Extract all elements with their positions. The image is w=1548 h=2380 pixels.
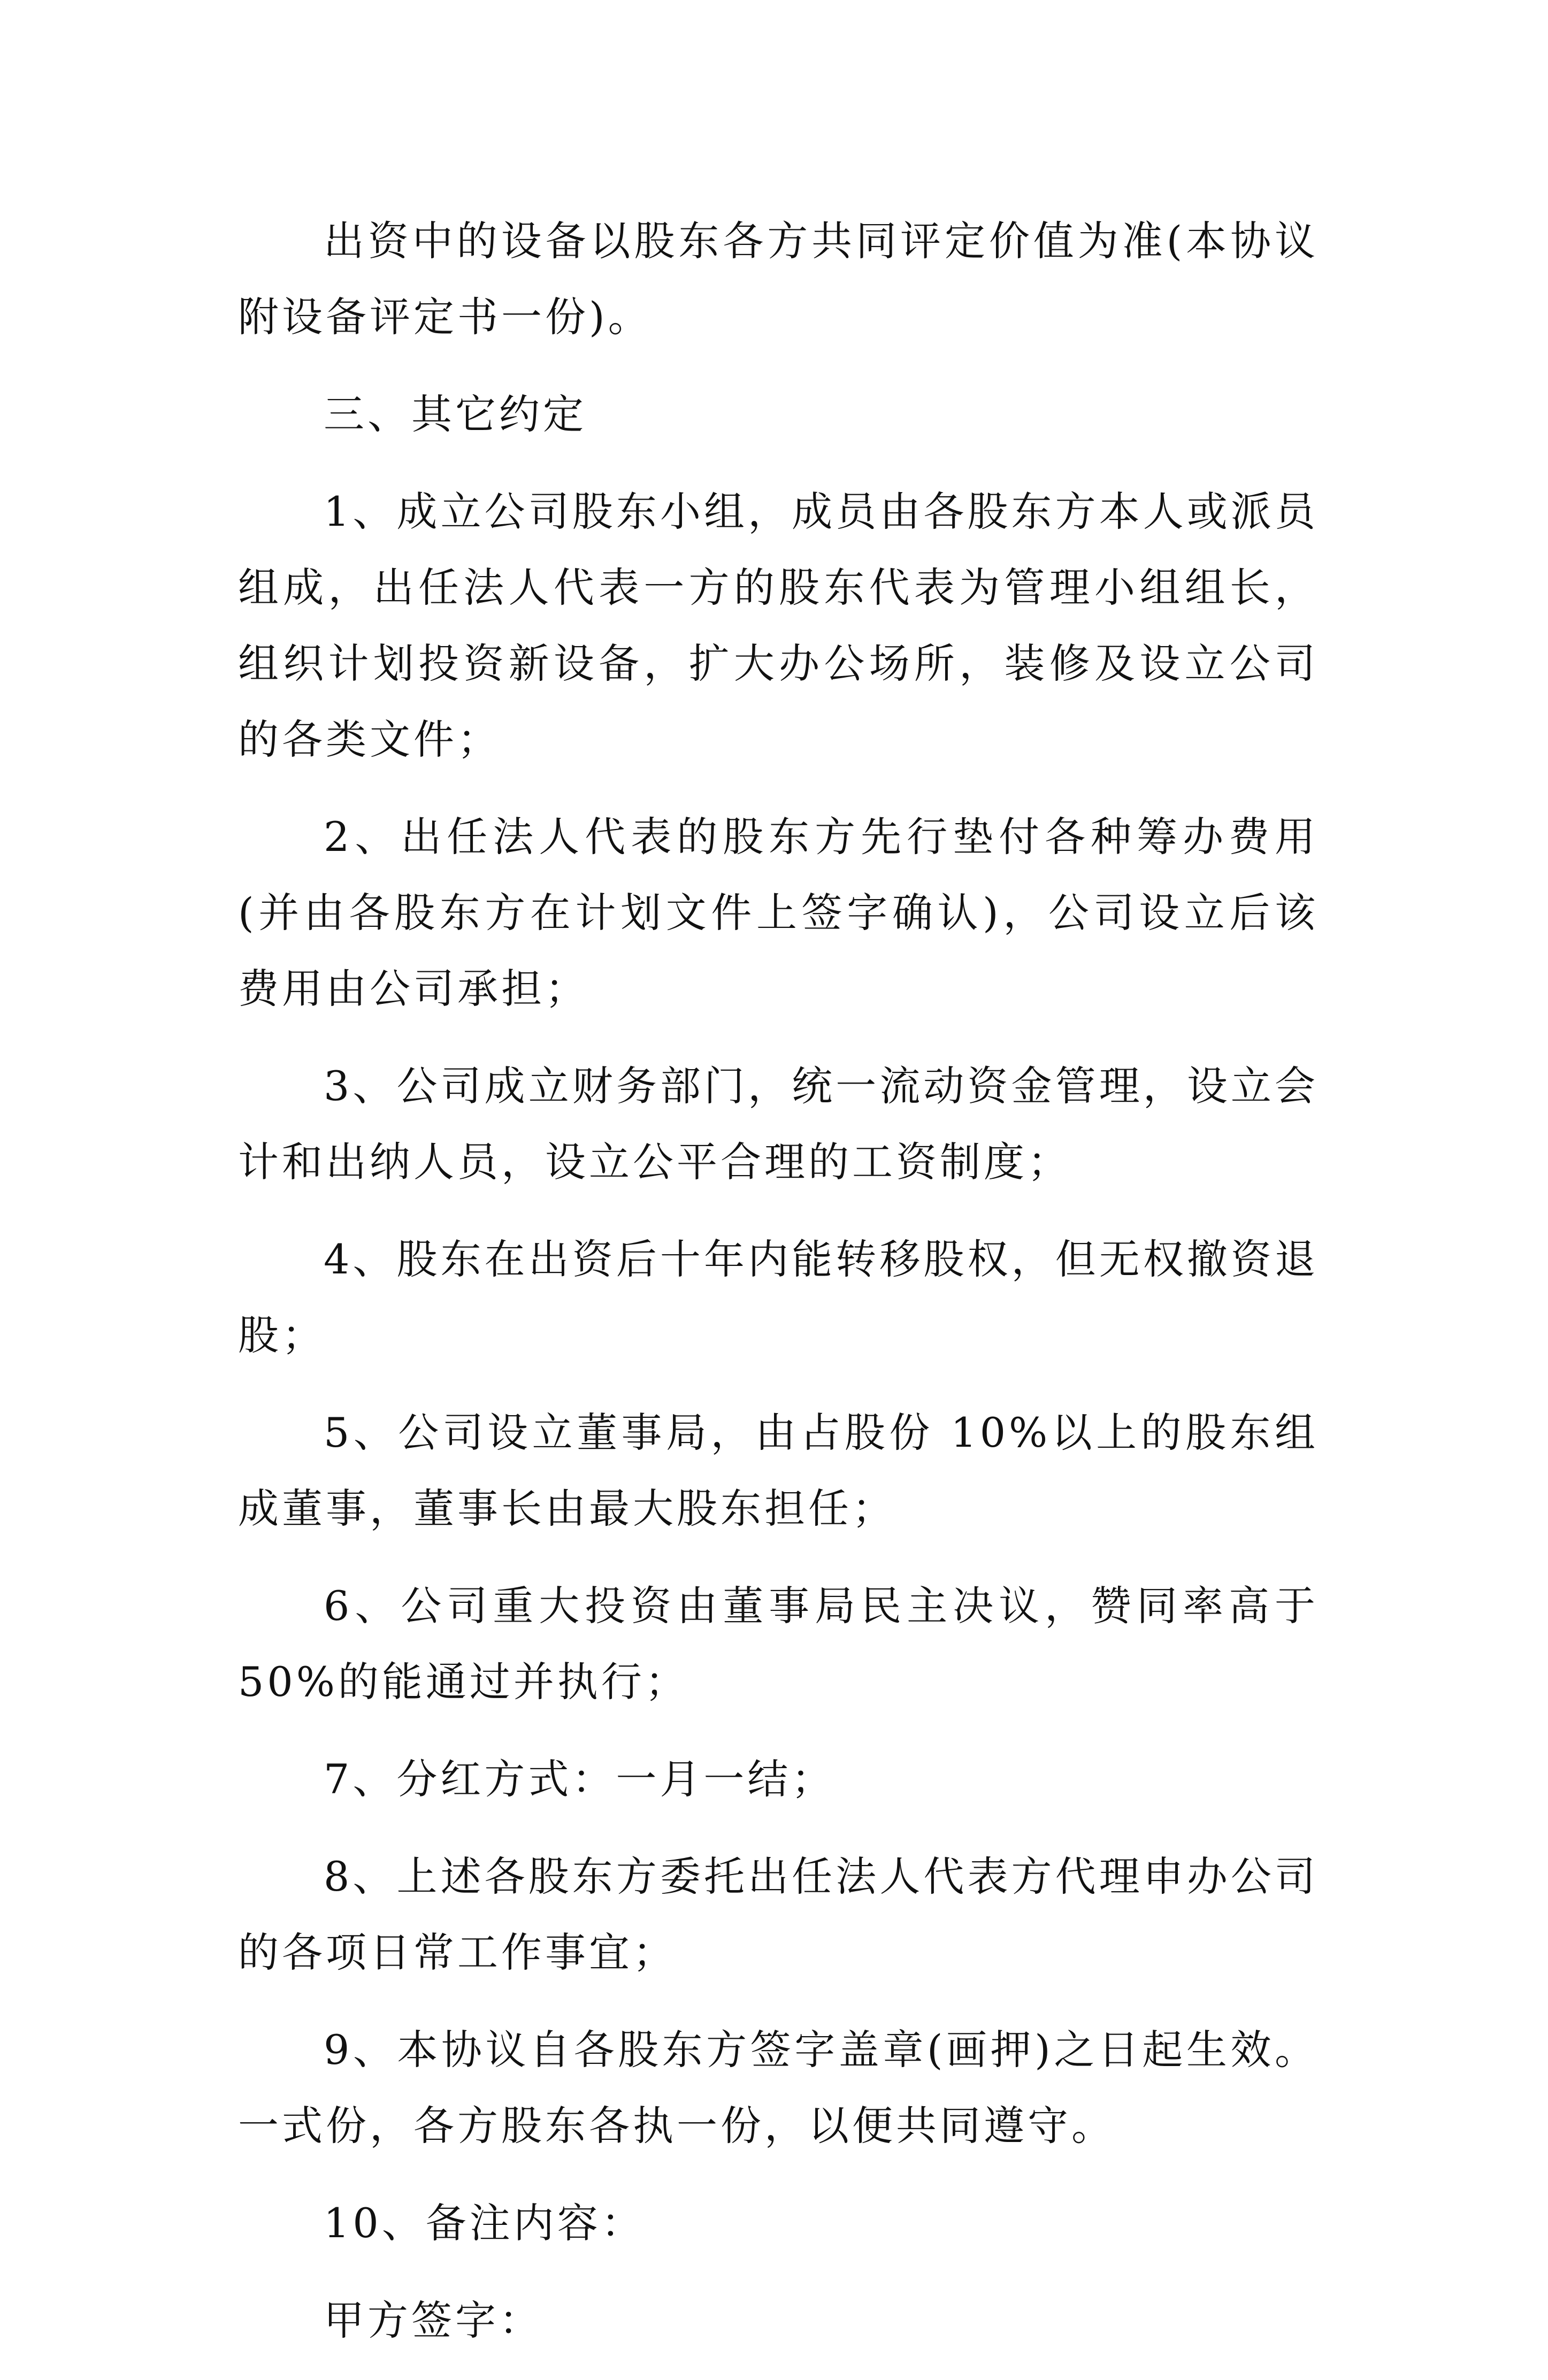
clause-7: 7、分红方式：一月一结； <box>324 1755 836 1803</box>
clause-6: 6、公司重大投资由董事局民主决议，赞同率高于 50%的能通过并执行； <box>238 1582 1319 1706</box>
clause-2: 2、出任法人代表的股东方先行垫付各种筹办费用(并由各股东方在计划文件上签字确认)，公司设立后该费用由公司承担； <box>238 813 1319 1012</box>
clause-4: 4、股东在出资后十年内能转移股权，但无权撤资退股； <box>238 1235 1319 1359</box>
paragraph-equipment-valuation: 出资中的设备以股东各方共同评定价值为准(本协议附设备评定书一份)。 <box>238 217 1319 341</box>
clause-1: 1、成立公司股东小组，成员由各股东方本人或派员组成，出任法人代表一方的股东代表为管理小组组长， 组织计划投资新设备，扩大办公场所，装修及设立公司的各类文件； <box>238 488 1319 763</box>
clause-3: 3、公司成立财务部门，统一流动资金管理，设立会计和出纳人员，设立公平合理的工资制度； <box>238 1062 1319 1186</box>
party-a-signature-label: 甲方签字： <box>324 2297 543 2344</box>
clause-8: 8、上述各股东方委托出任法人代表方代理申办公司的各项日常工作事宜； <box>238 1853 1319 1976</box>
clause-9: 9、本协议自各股东方签字盖章(画押)之日起生效。一式份，各方股东各执一份，以便共同遵守。 <box>238 2026 1319 2149</box>
clause-10-notes: 10、备注内容： <box>324 2199 645 2247</box>
clause-5: 5、公司设立董事局，由占股份 10%以上的股东组成董事，董事长由最大股东担任； <box>238 1409 1319 1532</box>
section-heading-other-agreements: 三、其它约定 <box>324 390 587 438</box>
document-body <box>238 203 1319 2380</box>
